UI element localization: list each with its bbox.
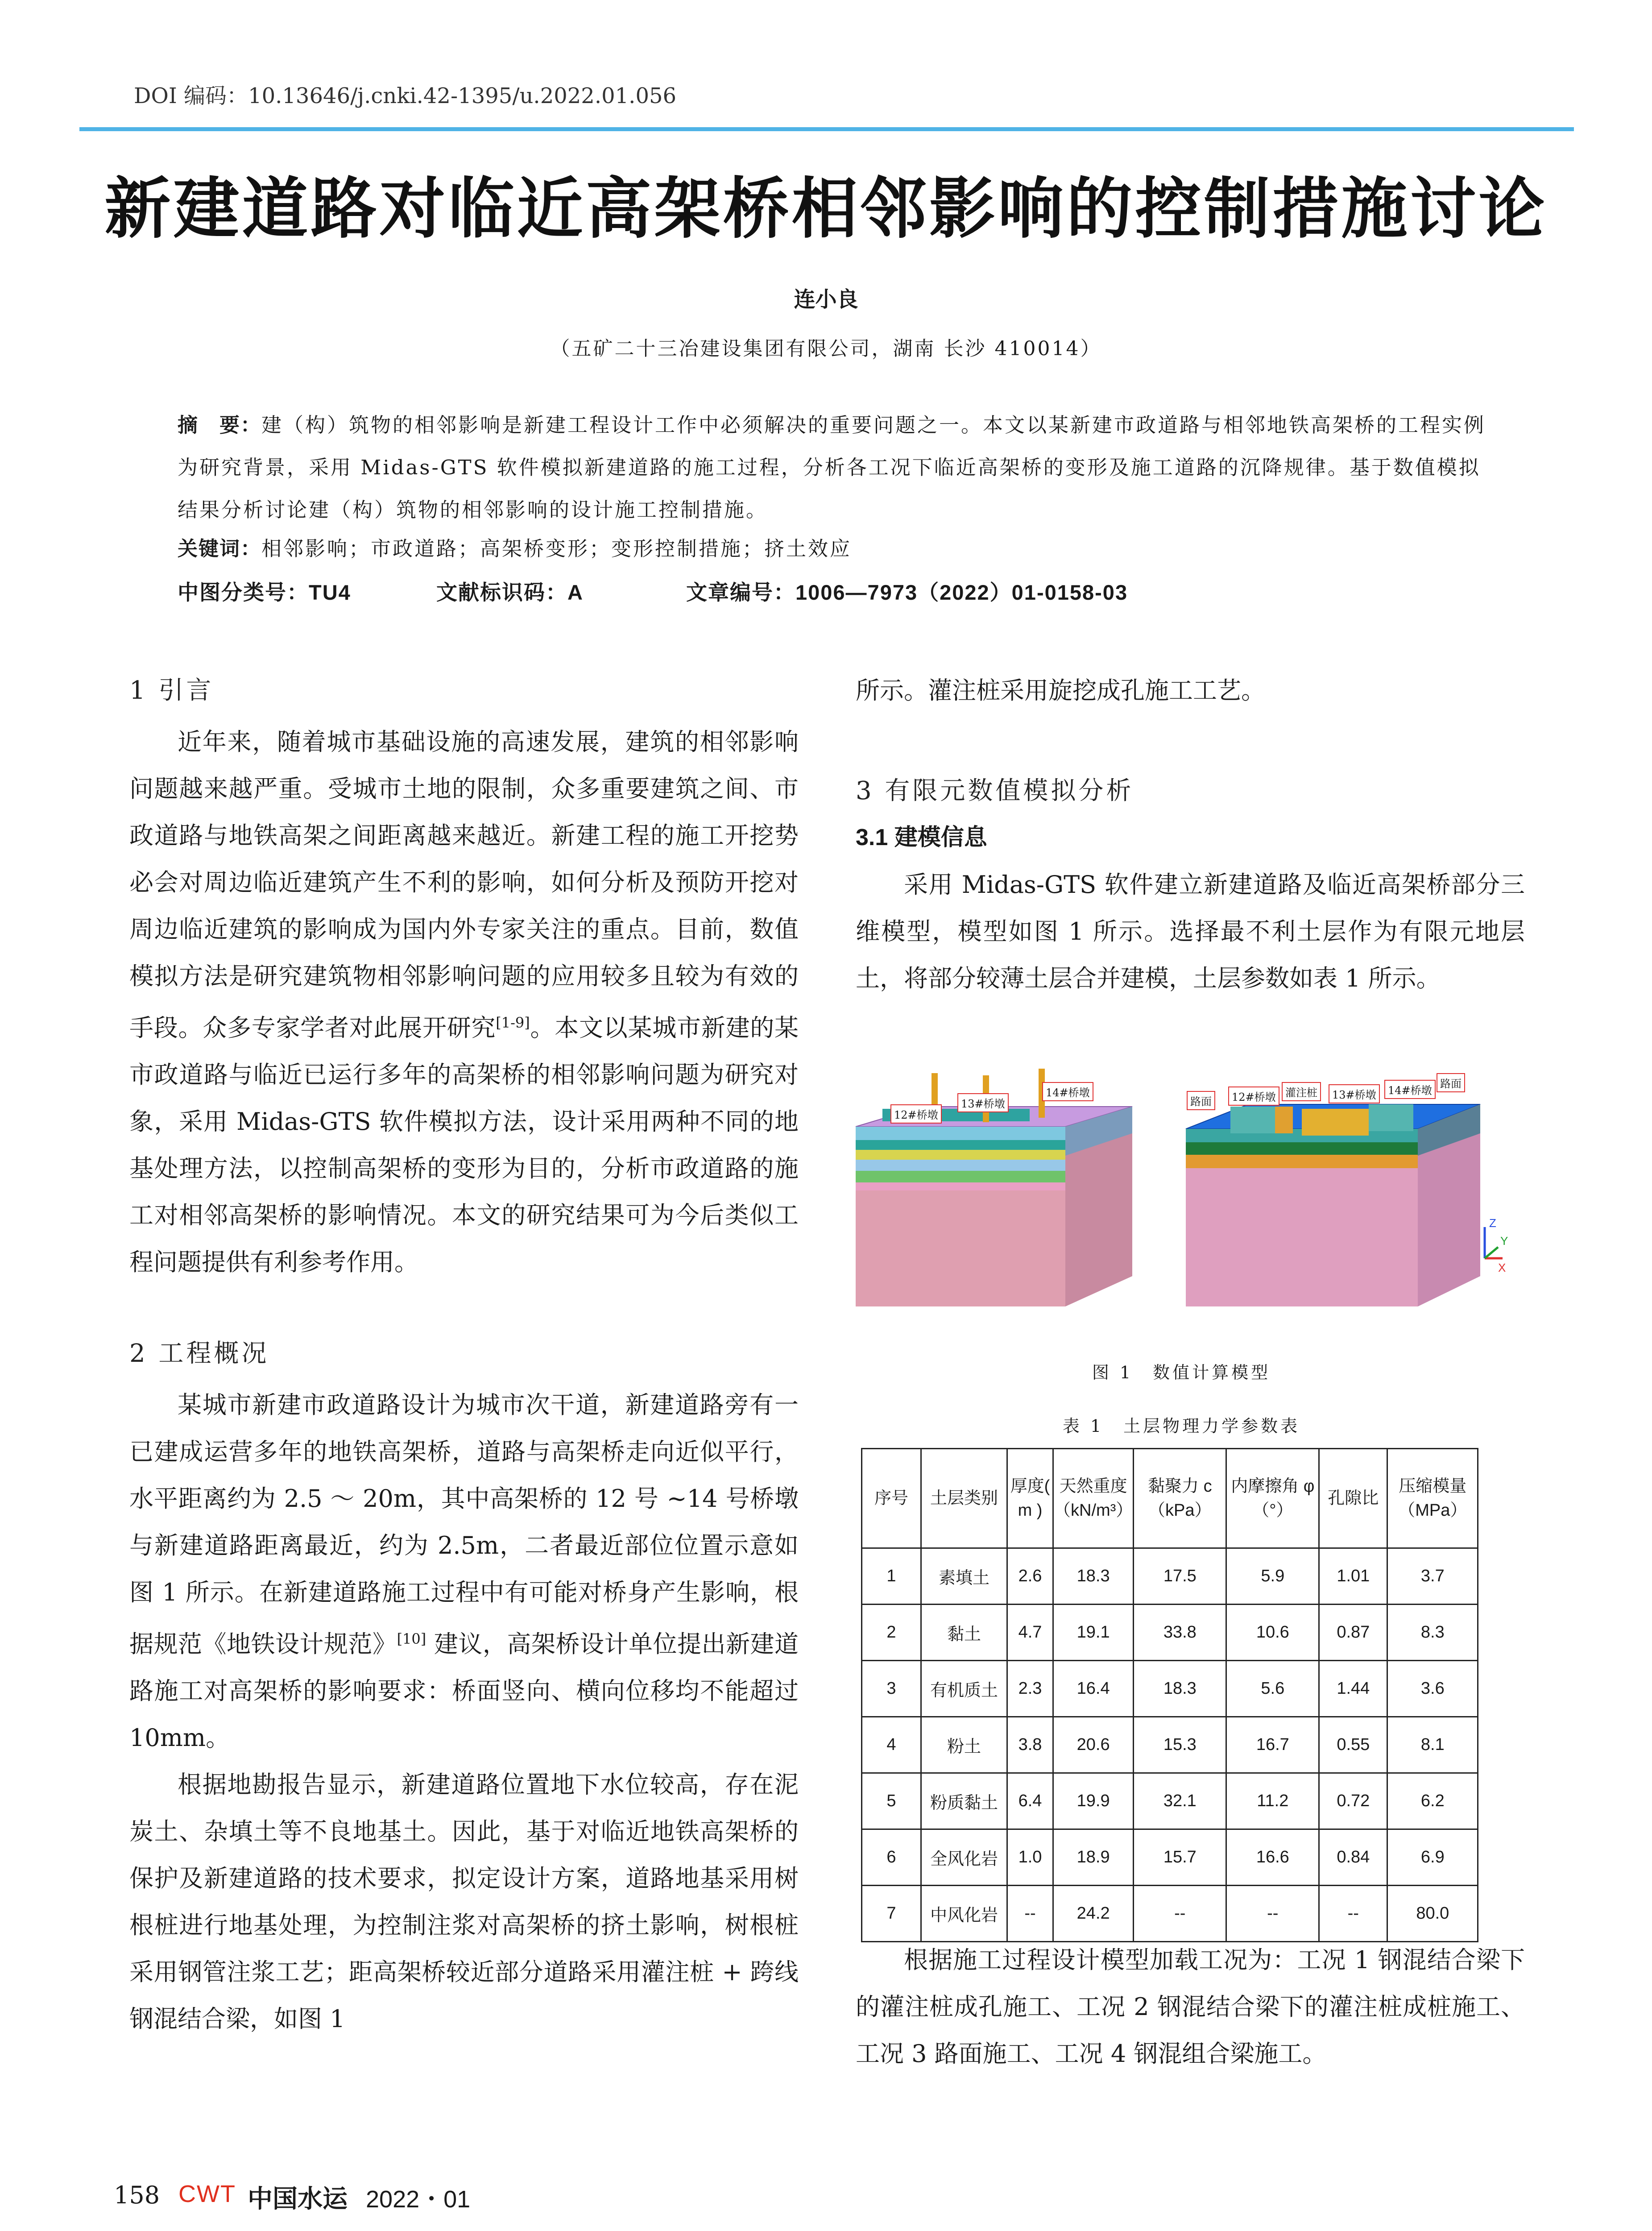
clc-number: 中图分类号：TU4	[178, 581, 351, 604]
table-header-cell: 序号	[862, 1449, 921, 1548]
label-road-right: 路面	[1437, 1073, 1465, 1092]
label-pier-13-right: 13#桥墩	[1329, 1084, 1380, 1103]
table-cell: 5	[862, 1773, 921, 1829]
table-row	[862, 1886, 1478, 1942]
table-cell: 5.9	[1226, 1548, 1319, 1605]
label-pier-12-right: 12#桥墩	[1228, 1086, 1279, 1106]
article-number: 文章编号：1006—7973（2022）01-0158-03	[686, 581, 1128, 604]
s2-text-a: 某城市新建市政道路设计为城市次干道，新建道路旁有一已建成运营多年的地铁高架桥，道路与高架桥走向近似平行，水平距离约为 2.5 ～ 20m，其中高架桥的 12 号 ~14 号桥墩与新建道路距离最近，约为 2.5m，二者最近部位位置示意如图 1 所示。在新建道路施工过程中有可能对桥身产生影响，根据规范《地铁设计规范》	[129, 1391, 799, 1658]
label-pier-13-left: 13#桥墩	[957, 1093, 1009, 1112]
figure-1	[856, 1066, 1507, 1352]
keywords	[178, 527, 1489, 570]
classification-line	[178, 571, 1489, 611]
table-cell: 粉质黏土	[921, 1773, 1007, 1829]
table-cell: --	[1134, 1886, 1226, 1942]
table-header-cell: 天然重度（kN/m³）	[1053, 1449, 1134, 1548]
table-cell: 80.0	[1387, 1886, 1478, 1942]
table-cell: --	[1007, 1886, 1053, 1942]
numerical-model-figure	[856, 1066, 1507, 1352]
label-pier-14-right: 14#桥墩	[1384, 1080, 1436, 1099]
table-cell: 6.4	[1007, 1773, 1053, 1829]
table-cell: 3.6	[1387, 1661, 1478, 1717]
right-column-top	[856, 667, 1525, 1002]
table-cell: 11.2	[1226, 1773, 1319, 1829]
s1-text-a: 近年来，随着城市基础设施的高速发展，建筑的相邻影响问题越来越严重。受城市土地的限制，众多重要建筑之间、市政道路与地铁高架之间距离越来越近。新建工程的施工开挖势必会对周边临近建筑产生不利的影响，如何分析及预防开挖对周边临近建筑的影响成为国内外专家关注的重点。目前，数值模拟方法是研究建筑物相邻影响问题的应用较多且较为有效的手段。众多专家学者对此展开研究	[129, 728, 799, 1042]
table-cell: 1.01	[1319, 1548, 1387, 1605]
table-cell: 3	[862, 1661, 921, 1717]
table-cell: 19.1	[1053, 1605, 1134, 1661]
table-cell: 16.7	[1226, 1717, 1319, 1773]
right-column-bottom	[856, 1937, 1525, 2077]
axis-triad-icon	[1485, 1216, 1508, 1274]
table-row	[862, 1773, 1478, 1829]
table-cell: 全风化岩	[921, 1829, 1007, 1886]
keywords-text: 相邻影响；市政道路；高架桥变形；变形控制措施；挤土效应	[261, 537, 852, 560]
paper-title: 新建道路对临近高架桥相邻影响的控制措施讨论	[104, 170, 1548, 247]
table-cell: 1	[862, 1548, 921, 1605]
table-cell: 24.2	[1053, 1886, 1134, 1942]
table-header-cell: 压缩模量（MPa）	[1387, 1449, 1478, 1548]
table-cell: 有机质土	[921, 1661, 1007, 1717]
table-cell: 黏土	[921, 1605, 1007, 1661]
label-pier-14-left: 14#桥墩	[1042, 1082, 1093, 1101]
table-cell: --	[1319, 1886, 1387, 1942]
table-cell: 6	[862, 1829, 921, 1886]
left-column	[129, 667, 799, 2042]
table-row	[862, 1548, 1478, 1605]
table-cell: 粉土	[921, 1717, 1007, 1773]
table-cell: 0.84	[1319, 1829, 1387, 1886]
table-row	[862, 1829, 1478, 1886]
table-cell: 18.9	[1053, 1829, 1134, 1886]
reference-10: [10]	[397, 1630, 426, 1647]
table-header-cell: 内摩擦角 φ（°）	[1226, 1449, 1319, 1548]
abstract	[178, 404, 1489, 531]
table-cell: 0.87	[1319, 1605, 1387, 1661]
table-row	[862, 1661, 1478, 1717]
section-2-paragraph-1	[129, 1381, 799, 1761]
journal-issue: 2022・01	[366, 2186, 471, 2213]
table-cell: 20.6	[1053, 1717, 1134, 1773]
table-cell: 6.9	[1387, 1829, 1478, 1886]
table-cell: 18.3	[1053, 1548, 1134, 1605]
section-2-paragraph-2-cont: 所示。灌注桩采用旋挖成孔施工工艺。	[856, 676, 1265, 705]
label-bored-pile: 灌注桩	[1282, 1082, 1321, 1101]
table-header-cell: 孔隙比	[1319, 1449, 1387, 1548]
header-rule	[79, 127, 1574, 131]
table-cell: 0.72	[1319, 1773, 1387, 1829]
table-cell: 4	[862, 1717, 921, 1773]
section-3-title: 3 有限元数值模拟分析	[856, 776, 1134, 805]
subsection-3-1-paragraph: 采用 Midas-GTS 软件建立新建道路及临近高架桥部分三维模型，模型如图 1 所示。选择最不利土层作为有限元地层土，将部分较薄土层合并建模，土层参数如表 1 所示。	[856, 871, 1525, 992]
table-cell: --	[1226, 1886, 1319, 1942]
table-cell: 15.7	[1134, 1829, 1226, 1886]
author: 连小良	[794, 288, 858, 311]
axis-x-label: X	[1498, 1261, 1506, 1274]
table-cell: 1.44	[1319, 1661, 1387, 1717]
doi-line: DOI 编码：10.13646/j.cnki.42-1395/u.2022.01.056	[134, 83, 677, 108]
table-row	[862, 1605, 1478, 1661]
journal-name: 中国水运	[248, 2184, 348, 2214]
table-cell: 7	[862, 1886, 921, 1942]
abstract-label: 摘 要：	[178, 414, 262, 436]
table-cell: 19.9	[1053, 1773, 1134, 1829]
subsection-3-1-title: 3.1 建模信息	[856, 825, 987, 850]
keywords-label: 关键词：	[178, 537, 262, 560]
table-header-cell: 黏聚力 c（kPa）	[1134, 1449, 1226, 1548]
table-cell: 1.0	[1007, 1829, 1053, 1886]
axis-z-label: Z	[1489, 1216, 1496, 1230]
table-header-cell: 厚度( m )	[1007, 1449, 1053, 1548]
table-cell: 10.6	[1226, 1605, 1319, 1661]
table-cell: 6.2	[1387, 1773, 1478, 1829]
table-row	[862, 1717, 1478, 1773]
reference-1-9: [1-9]	[496, 1014, 530, 1031]
journal-brand: CWT	[178, 2181, 236, 2207]
table-cell: 15.3	[1134, 1717, 1226, 1773]
table-cell: 2.6	[1007, 1548, 1053, 1605]
table-cell: 5.6	[1226, 1661, 1319, 1717]
affiliation: （五矿二十三冶建设集团有限公司，湖南 长沙 410014）	[550, 337, 1102, 360]
s1-text-b: 。本文以某城市新建的某市政道路与临近已运行多年的高架桥的相邻影响问题为研究对象，采用 Midas-GTS 软件模拟方法，设计采用两种不同的地基处理方法，以控制高架桥的变形为目的，分析市政道路的施工对相邻高架桥的影响情况。本文的研究结果可为今后类似工程问题提供有利参考作用。	[129, 1014, 799, 1276]
section-1-title: 1 引言	[129, 676, 214, 705]
table-1	[861, 1448, 1478, 1942]
table-cell: 16.6	[1226, 1829, 1319, 1886]
section-2-paragraph-2: 根据地勘报告显示，新建道路位置地下水位较高，存在泥炭土、杂填土等不良地基土。因此，基于对临近地铁高架桥的保护及新建道路的技术要求，拟定设计方案，道路地基采用树根桩进行地基处理，为控制注浆对高架桥的挤土影响，树根桩采用钢管注浆工艺；距高架桥较近部分道路采用灌注桩 + 跨线钢混结合梁，如图 1	[129, 1771, 799, 2033]
label-road-left: 路面	[1187, 1091, 1215, 1110]
table-cell: 4.7	[1007, 1605, 1053, 1661]
section-1-paragraph	[129, 718, 799, 1286]
label-pier-12-left: 12#桥墩	[890, 1104, 942, 1124]
table-cell: 3.8	[1007, 1717, 1053, 1773]
load-case-paragraph: 根据施工过程设计模型加载工况为：工况 1 钢混结合梁下的灌注桩成孔施工、工况 2 钢混结合梁下的灌注桩成桩施工、工况 3 路面施工、工况 4 钢混组合梁施工。	[856, 1946, 1525, 2068]
table-header-cell: 土层类别	[921, 1449, 1007, 1548]
page-number: 158	[114, 2181, 160, 2209]
table-cell: 2.3	[1007, 1661, 1053, 1717]
section-2-title: 2 工程概况	[129, 1339, 269, 1368]
table-cell: 中风化岩	[921, 1886, 1007, 1942]
table-cell: 17.5	[1134, 1548, 1226, 1605]
table-cell: 2	[862, 1605, 921, 1661]
s2-text-b: 建议，高架桥设计单位提出新建道路施工对高架桥的影响要求：桥面竖向、横向位移均不能超过 10mm。	[129, 1630, 799, 1752]
soil-parameter-table	[861, 1448, 1478, 1942]
axis-y-label: Y	[1500, 1234, 1508, 1248]
table-cell: 16.4	[1053, 1661, 1134, 1717]
table-cell: 33.8	[1134, 1605, 1226, 1661]
table-1-caption: 表 1 土层物理力学参数表	[1062, 1416, 1300, 1436]
document-code: 文献标识码：A	[436, 581, 584, 604]
table-cell: 18.3	[1134, 1661, 1226, 1717]
table-cell: 0.55	[1319, 1717, 1387, 1773]
table-cell: 8.3	[1387, 1605, 1478, 1661]
table-cell: 素填土	[921, 1548, 1007, 1605]
table-cell: 3.7	[1387, 1548, 1478, 1605]
figure-1-caption: 图 1 数值计算模型	[1092, 1363, 1271, 1382]
abstract-text: 建（构）筑物的相邻影响是新建工程设计工作中必须解决的重要问题之一。本文以某新建市政道路与相邻地铁高架桥的工程实例为研究背景，采用 Midas-GTS 软件模拟新建道路的施工过程，分析各工况下临近高架桥的变形及施工道路的沉降规律。基于数值模拟结果分析讨论建（构）筑物的相邻影响的设计施工控制措施。	[178, 413, 1486, 522]
table-cell: 8.1	[1387, 1717, 1478, 1773]
right-model	[1186, 1104, 1480, 1306]
table-cell: 32.1	[1134, 1773, 1226, 1829]
